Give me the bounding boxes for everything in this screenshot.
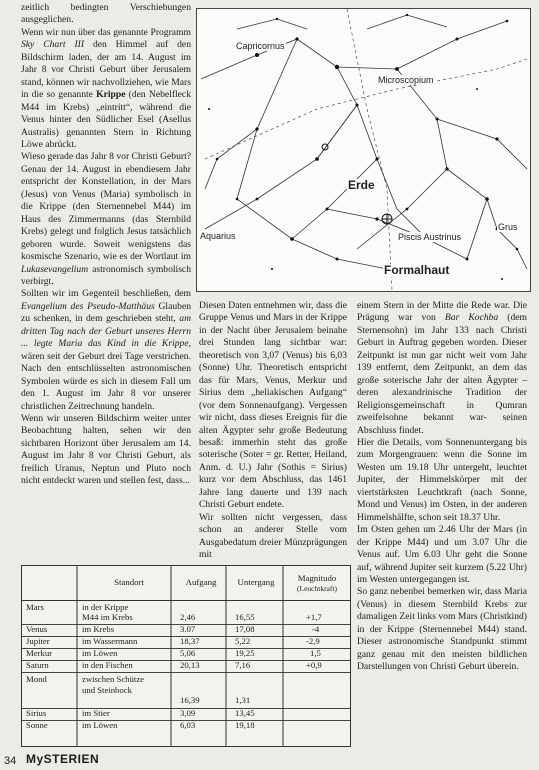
cell-body: Venus: [26, 624, 48, 634]
article-column-left: [21, 2, 191, 488]
cell-body: Mond: [26, 674, 47, 684]
cell-location: in den Fischen: [82, 660, 133, 670]
cell-set: 13,45: [235, 708, 255, 718]
cell-rise: 6,03: [180, 720, 196, 730]
label-erde: Erde: [348, 178, 375, 192]
label-grus: Grus: [498, 222, 518, 232]
paragraph: Diesen Daten entnehmen wir, dass die Gruppe Venus und Mars in der Krippe in der Nacht über Jerusalem beinahe drei Stunden lang sichtbar war: theoretisch von 3,07 (Venus) bis 6,03 (Sonne) Uhr. Theoretisch entspricht das für Mars, Venus, Merkur und Sirius dem „heliakischen Aufgang“ (vor dem Sonnenaufgang). Vergessen wir nicht, dass dieses Ereignis für die alten Ägypter sehr große Bedeutung besaß: immerhin steht das große soterische (Soter = gr. Retter, Heiland, Anm. d. U.) Jahr (Sothis = Sirius) kurz vor dem Abschluss, das 1461 Jahre lang dauerte und 139 nach Christi Geburt endete.: [199, 300, 347, 511]
cell-set: 19,18: [235, 720, 255, 730]
cell-set: 19,25: [235, 648, 255, 658]
magazine-logo: MySTERIEN: [26, 752, 100, 766]
paragraph: Wieso gerade das Jahr 8 vor Christi Geburt? Genau der 14. August in ebendiesem Jahr entspricht der Konstellation, in der Mars (Jesus) von Venus (Maria) symbolisch in die Krippe (den Sternennebel M44) im Haus des Zimmermanns (das Sternbild Krebs) gelegt und folglich Jesus tatsächlich geboren wurde. Soweit wenigstens das kosmische Szenario, wie es der Wortlaut im Lukasevangelium astronomisch symbolisch verbirgt.: [21, 151, 191, 287]
cell-location: im Löwen: [82, 720, 118, 730]
header-standort: Standort: [114, 577, 144, 587]
cell-location: zwischen Schütze: [82, 674, 144, 684]
header-magnitudo-sub: (Leuchtkraft): [297, 584, 337, 593]
cell-rise: 16,39: [180, 695, 200, 705]
cell-rise: 3.07: [180, 624, 196, 634]
cell-body: Sirius: [26, 708, 47, 718]
cell-magnitude: 1,5: [310, 648, 321, 658]
cell-body: Saturn: [26, 660, 49, 670]
cell-location: M44 im Krebs: [82, 612, 133, 622]
cell-location: im Wassermann: [82, 636, 138, 646]
header-magnitudo: Magnitudo: [297, 573, 337, 583]
cell-location: in der Krippe: [82, 602, 129, 612]
paragraph: Wir sollten nicht vergessen, dass schon an anderer Stelle vom Ausgabedatum dreier Münzprägungen mit: [199, 511, 347, 561]
cell-magnitude: -4: [312, 624, 320, 634]
cell-rise: 20,13: [180, 660, 200, 670]
cell-location: im Löwen: [82, 648, 118, 658]
label-capricornus: Capricornus: [236, 41, 285, 51]
paragraph: Sollten wir im Gegenteil beschließen, dem Evangelium des Pseudo-Matthäus Glauben zu schenken, in dem geschrieben steht, am dritten Tag nach der Geburt unseres Herrn ... legte Maria das Kind in die Krippe, wären seit der Geburt drei Tage verstrichen. Nach den entschlüsselten astronomischen Symbolen würde es sich in diesem Fall um den 1. August im Jahr 8 vor unserer christlichen Zeitrechnung handeln.: [21, 288, 191, 412]
cell-magnitude: +0,9: [306, 660, 322, 670]
cell-body: Merkur: [26, 648, 53, 658]
star-chart: [196, 8, 531, 292]
paragraph: Wenn wir nun über das genannte Programm Sky Chart III den Himmel auf den Bildschirm laden, der am 14. August im Jahr 8 vor Christi Geburt über Jerusalem stand, können wir nachvollziehen, wie Mars in die so genannte Krippe (den Nebelfleck M44 im Krebs) „eintritt“, während die Venus hinter den Südlicher Esel (Asellus Australis) genannten Stern in Richtung Löwe abrückt.: [21, 26, 191, 150]
cell-body: Sonne: [26, 720, 48, 730]
cell-rise: 5,06: [180, 648, 196, 658]
cell-rise: 2,46: [180, 612, 196, 622]
table-row: [22, 720, 350, 734]
cell-body: Mars: [26, 602, 44, 612]
paragraph: Wenn wir unseren Bildschirm weiter unter Beobachtung halten, sehen wir den sichtbaren Horizont über Jerusalem am 14. August im Jahr 8 vor Christi Geburt, als freilich Uranus, Neptun und Pluto noch nicht entdeckt waren und stellen fest, dass...: [21, 412, 191, 487]
cell-set: 16,55: [235, 612, 255, 622]
label-formalhaut: Formalhaut: [384, 263, 450, 277]
article-column-right: [357, 300, 527, 674]
cell-magnitude: -2,9: [306, 636, 320, 646]
cell-set: 7,16: [235, 660, 251, 670]
label-aquarius: Aquarius: [200, 231, 236, 241]
planet-table: [21, 565, 351, 747]
header-aufgang: Aufgang: [185, 577, 217, 587]
label-piscis-austrinus: Piscis Austrinus: [398, 232, 462, 242]
cell-set: 17,08: [235, 624, 255, 634]
label-microscopium: Microscopium: [378, 75, 434, 85]
cell-location: im Krebs: [82, 624, 115, 634]
header-untergang: Untergang: [237, 577, 275, 587]
cell-set: 1,31: [235, 695, 251, 705]
cell-body: Jupiter: [26, 636, 50, 646]
paragraph: einem Stern in der Mitte die Rede war. Die Prägung war von Bar Kochba (dem Sternensohn) im Jahr 133 nach Christi Geburt in Auftrag gegeben worden. Dieser Zeitpunkt ist nun gar nicht weit vom Jahr 139 entfernt, dem Zeitpunkt, an dem das große soterische Jahr der alten Ägypter – deren alexandrinische Tradition der Religionsgemeinschaft in Qumran zweifelsohne bekannt war- seinen Abschluss findet.: [357, 300, 527, 436]
article-column-middle: [199, 300, 347, 562]
table-header: [22, 566, 350, 601]
cell-rise: 18,37: [180, 636, 200, 646]
cell-location: und Steinbock: [82, 685, 132, 695]
page-number: 34: [4, 755, 17, 767]
paragraph: Im Osten gehen um 2.46 Uhr der Mars (in der Krippe M44) und um 3.07 Uhr die Venus auf. Um 6.03 Uhr geht die Sonne auf, während Jupiter seit kurzem (5.22 Uhr) im Westen untergegangen ist.: [357, 524, 527, 585]
paragraph: Hier die Details, vom Sonnenuntergang bis zum Morgengrauen: wenn die Sonne im Westen um 19.18 Uhr untergeht, leuchtet Jupiter, der Himmelskörper mit der viertstärksten Leuchtkraft (nach Sonne, Mond und Venus) im Osten, in der anderen Himmelshälfte, schon seit 18.37 Uhr.: [357, 436, 527, 523]
cell-set: 5,22: [235, 636, 251, 646]
table-row: [22, 600, 350, 625]
table-row: [22, 672, 350, 709]
cell-rise: 3,09: [180, 708, 196, 718]
cell-magnitude: +1,7: [306, 612, 322, 622]
star-chart-lines: [197, 9, 530, 291]
cell-location: im Stier: [82, 708, 110, 718]
paragraph: So ganz nebenbei bemerken wir, dass Maria (Venus) in diesem Sternbild Krebs zur damaligen Zeit links vom Mars (Christkind) in der Krippe (Sternennebel M44) stand. Dieser astronomische Standpunkt stimmt ganz genau mit den meisten bildlichen Darstellungen von Christi Geburt überein.: [357, 586, 527, 673]
paragraph: zeitlich bedingten Verschiebungen ausgeglichen.: [21, 2, 191, 26]
